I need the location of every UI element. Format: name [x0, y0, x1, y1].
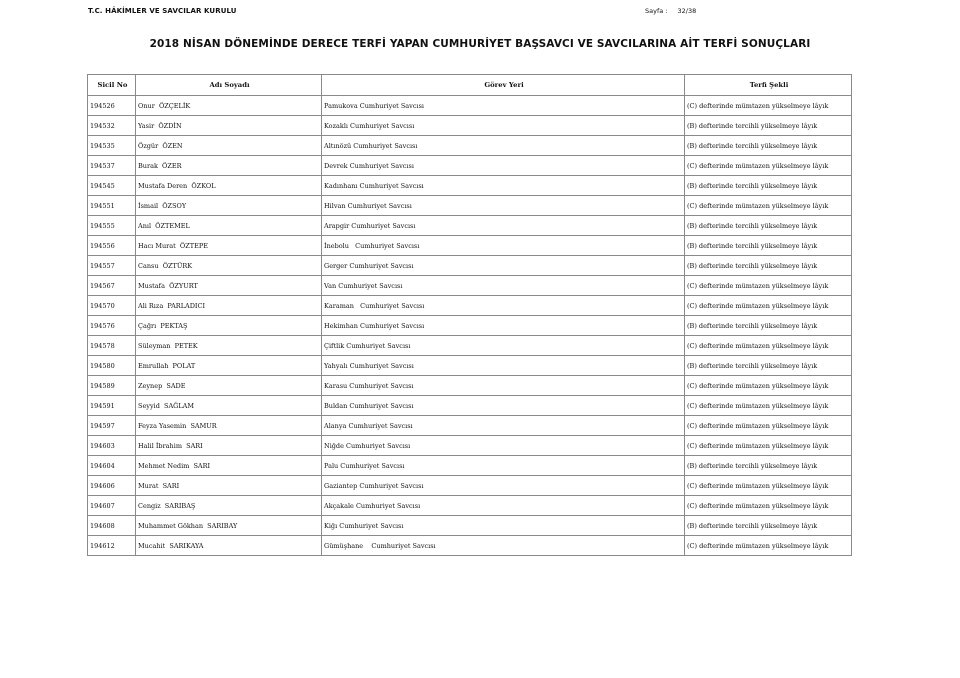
duty-location-cell: Kiğı Cumhuriyet Savcısı [322, 516, 685, 536]
promotion-type-cell: (B) defterinde tercihli yükselmeye lâyık [685, 456, 852, 476]
table-row [88, 156, 852, 176]
organization-name: T.C. HÂKİMLER VE SAVCILAR KURULU [88, 7, 237, 15]
table-row [88, 296, 852, 316]
promotion-type-cell: (B) defterinde tercihli yükselmeye lâyık [685, 176, 852, 196]
table-row [88, 116, 852, 136]
sicil-no-cell: 194576 [88, 316, 136, 336]
name-cell: Yasir ÖZDİN [136, 116, 322, 136]
table-row [88, 316, 852, 336]
duty-location-cell: Altınözü Cumhuriyet Savcısı [322, 136, 685, 156]
table-row [88, 196, 852, 216]
duty-location-cell: Gerger Cumhuriyet Savcısı [322, 256, 685, 276]
sicil-no-cell: 194603 [88, 436, 136, 456]
promotion-type-cell: (C) defterinde mümtazen yükselmeye lâyık [685, 96, 852, 116]
name-cell: Halil İbrahim SARI [136, 436, 322, 456]
name-cell: Burak ÖZER [136, 156, 322, 176]
table-row [88, 176, 852, 196]
promotion-type-cell: (C) defterinde mümtazen yükselmeye lâyık [685, 496, 852, 516]
column-header-adi-soyadi: Adı Soyadı [136, 75, 322, 96]
sicil-no-cell: 194589 [88, 376, 136, 396]
sicil-no-cell: 194557 [88, 256, 136, 276]
promotion-type-cell: (C) defterinde mümtazen yükselmeye lâyık [685, 476, 852, 496]
promotion-type-cell: (C) defterinde mümtazen yükselmeye lâyık [685, 336, 852, 356]
sicil-no-cell: 194604 [88, 456, 136, 476]
promotion-type-cell: (B) defterinde tercihli yükselmeye lâyık [685, 116, 852, 136]
promotion-type-cell: (C) defterinde mümtazen yükselmeye lâyık [685, 196, 852, 216]
promotion-type-cell: (C) defterinde mümtazen yükselmeye lâyık [685, 536, 852, 556]
promotion-type-cell: (C) defterinde mümtazen yükselmeye lâyık [685, 436, 852, 456]
name-cell: Özgür ÖZEN [136, 136, 322, 156]
sicil-no-cell: 194526 [88, 96, 136, 116]
name-cell: Mustafa ÖZYURT [136, 276, 322, 296]
duty-location-cell: Pamukova Cumhuriyet Savcısı [322, 96, 685, 116]
promotion-type-cell: (B) defterinde tercihli yükselmeye lâyık [685, 516, 852, 536]
table-row [88, 396, 852, 416]
promotion-type-cell: (B) defterinde tercihli yükselmeye lâyık [685, 136, 852, 156]
duty-location-cell: Kozaklı Cumhuriyet Savcısı [322, 116, 685, 136]
duty-location-cell: Yahyalı Cumhuriyet Savcısı [322, 356, 685, 376]
column-header-terfi-sekli: Terfi Şekli [685, 75, 852, 96]
duty-location-cell: Van Cumhuriyet Savcısı [322, 276, 685, 296]
sicil-no-cell: 194555 [88, 216, 136, 236]
table-row [88, 416, 852, 436]
duty-location-cell: Arapgir Cumhuriyet Savcısı [322, 216, 685, 236]
table-header-row [88, 75, 852, 96]
name-cell: Çağrı PEKTAŞ [136, 316, 322, 336]
name-cell: Mucahit SARIKAYA [136, 536, 322, 556]
page-label: Sayfa : [645, 7, 668, 15]
table-row [88, 376, 852, 396]
duty-location-cell: Karasu Cumhuriyet Savcısı [322, 376, 685, 396]
promotion-type-cell: (C) defterinde mümtazen yükselmeye lâyık [685, 156, 852, 176]
promotion-type-cell: (C) defterinde mümtazen yükselmeye lâyık [685, 376, 852, 396]
column-header-sicil-no: Sicil No [88, 75, 136, 96]
duty-location-cell: Alanya Cumhuriyet Savcısı [322, 416, 685, 436]
sicil-no-cell: 194597 [88, 416, 136, 436]
table-row [88, 276, 852, 296]
table-row [88, 216, 852, 236]
promotion-type-cell: (C) defterinde mümtazen yükselmeye lâyık [685, 396, 852, 416]
duty-location-cell: Palu Cumhuriyet Savcısı [322, 456, 685, 476]
table-body [88, 96, 852, 556]
name-cell: Anıl ÖZTEMEL [136, 216, 322, 236]
document-title: 2018 NİSAN DÖNEMİNDE DERECE TERFİ YAPAN CUMHURİYET BAŞSAVCI VE SAVCILARINA AİT TERFİ SONUÇLARI [149, 38, 811, 50]
table-row [88, 476, 852, 496]
duty-location-cell: Gaziantep Cumhuriyet Savcısı [322, 476, 685, 496]
sicil-no-cell: 194535 [88, 136, 136, 156]
page-indicator [645, 7, 696, 15]
table-row [88, 336, 852, 356]
name-cell: Emrullah POLAT [136, 356, 322, 376]
name-cell: Ali Rıza PARLADICI [136, 296, 322, 316]
duty-location-cell: Niğde Cumhuriyet Savcısı [322, 436, 685, 456]
name-cell: İsmail ÖZSOY [136, 196, 322, 216]
sicil-no-cell: 194556 [88, 236, 136, 256]
name-cell: Cansu ÖZTÜRK [136, 256, 322, 276]
promotion-type-cell: (C) defterinde mümtazen yükselmeye lâyık [685, 276, 852, 296]
duty-location-cell: Akçakale Cumhuriyet Savcısı [322, 496, 685, 516]
sicil-no-cell: 194545 [88, 176, 136, 196]
sicil-no-cell: 194606 [88, 476, 136, 496]
sicil-no-cell: 194567 [88, 276, 136, 296]
table-row [88, 256, 852, 276]
name-cell: Muhammet Gökhan SARIBAY [136, 516, 322, 536]
name-cell: Mustafa Deren ÖZKOL [136, 176, 322, 196]
name-cell: Cengiz SARIBAŞ [136, 496, 322, 516]
promotion-type-cell: (B) defterinde tercihli yükselmeye lâyık [685, 256, 852, 276]
duty-location-cell: Kadınhanı Cumhuriyet Savcısı [322, 176, 685, 196]
duty-location-cell: Hilvan Cumhuriyet Savcısı [322, 196, 685, 216]
table-row [88, 356, 852, 376]
sicil-no-cell: 194537 [88, 156, 136, 176]
table-row [88, 456, 852, 476]
sicil-no-cell: 194532 [88, 116, 136, 136]
table-row [88, 236, 852, 256]
column-header-gorev-yeri: Görev Yeri [322, 75, 685, 96]
table-row [88, 136, 852, 156]
sicil-no-cell: 194580 [88, 356, 136, 376]
page-number: 32/38 [677, 7, 697, 15]
duty-location-cell: Gümüşhane Cumhuriyet Savcısı [322, 536, 685, 556]
promotion-type-cell: (C) defterinde mümtazen yükselmeye lâyık [685, 296, 852, 316]
name-cell: Murat SARI [136, 476, 322, 496]
sicil-no-cell: 194607 [88, 496, 136, 516]
duty-location-cell: Çiftlik Cumhuriyet Savcısı [322, 336, 685, 356]
duty-location-cell: Buldan Cumhuriyet Savcısı [322, 396, 685, 416]
sicil-no-cell: 194612 [88, 536, 136, 556]
name-cell: Onur ÖZÇELİK [136, 96, 322, 116]
name-cell: Süleyman PETEK [136, 336, 322, 356]
sicil-no-cell: 194591 [88, 396, 136, 416]
duty-location-cell: Hekimhan Cumhuriyet Savcısı [322, 316, 685, 336]
name-cell: Mehmet Nedim SARI [136, 456, 322, 476]
promotion-type-cell: (B) defterinde tercihli yükselmeye lâyık [685, 236, 852, 256]
name-cell: Zeynep SADE [136, 376, 322, 396]
sicil-no-cell: 194551 [88, 196, 136, 216]
name-cell: Hacı Murat ÖZTEPE [136, 236, 322, 256]
table-row [88, 536, 852, 556]
table-row [88, 516, 852, 536]
promotion-type-cell: (B) defterinde tercihli yükselmeye lâyık [685, 316, 852, 336]
duty-location-cell: Devrek Cumhuriyet Savcısı [322, 156, 685, 176]
duty-location-cell: Karaman Cumhuriyet Savcısı [322, 296, 685, 316]
sicil-no-cell: 194578 [88, 336, 136, 356]
name-cell: Feyza Yasemin SAMUR [136, 416, 322, 436]
promotion-type-cell: (B) defterinde tercihli yükselmeye lâyık [685, 356, 852, 376]
promotion-type-cell: (B) defterinde tercihli yükselmeye lâyık [685, 216, 852, 236]
table-row [88, 496, 852, 516]
table-row [88, 96, 852, 116]
name-cell: Seyyid SAĞLAM [136, 396, 322, 416]
promotion-results-table [87, 74, 852, 556]
sicil-no-cell: 194608 [88, 516, 136, 536]
sicil-no-cell: 194570 [88, 296, 136, 316]
duty-location-cell: İnebolu Cumhuriyet Savcısı [322, 236, 685, 256]
table-row [88, 436, 852, 456]
promotion-type-cell: (C) defterinde mümtazen yükselmeye lâyık [685, 416, 852, 436]
